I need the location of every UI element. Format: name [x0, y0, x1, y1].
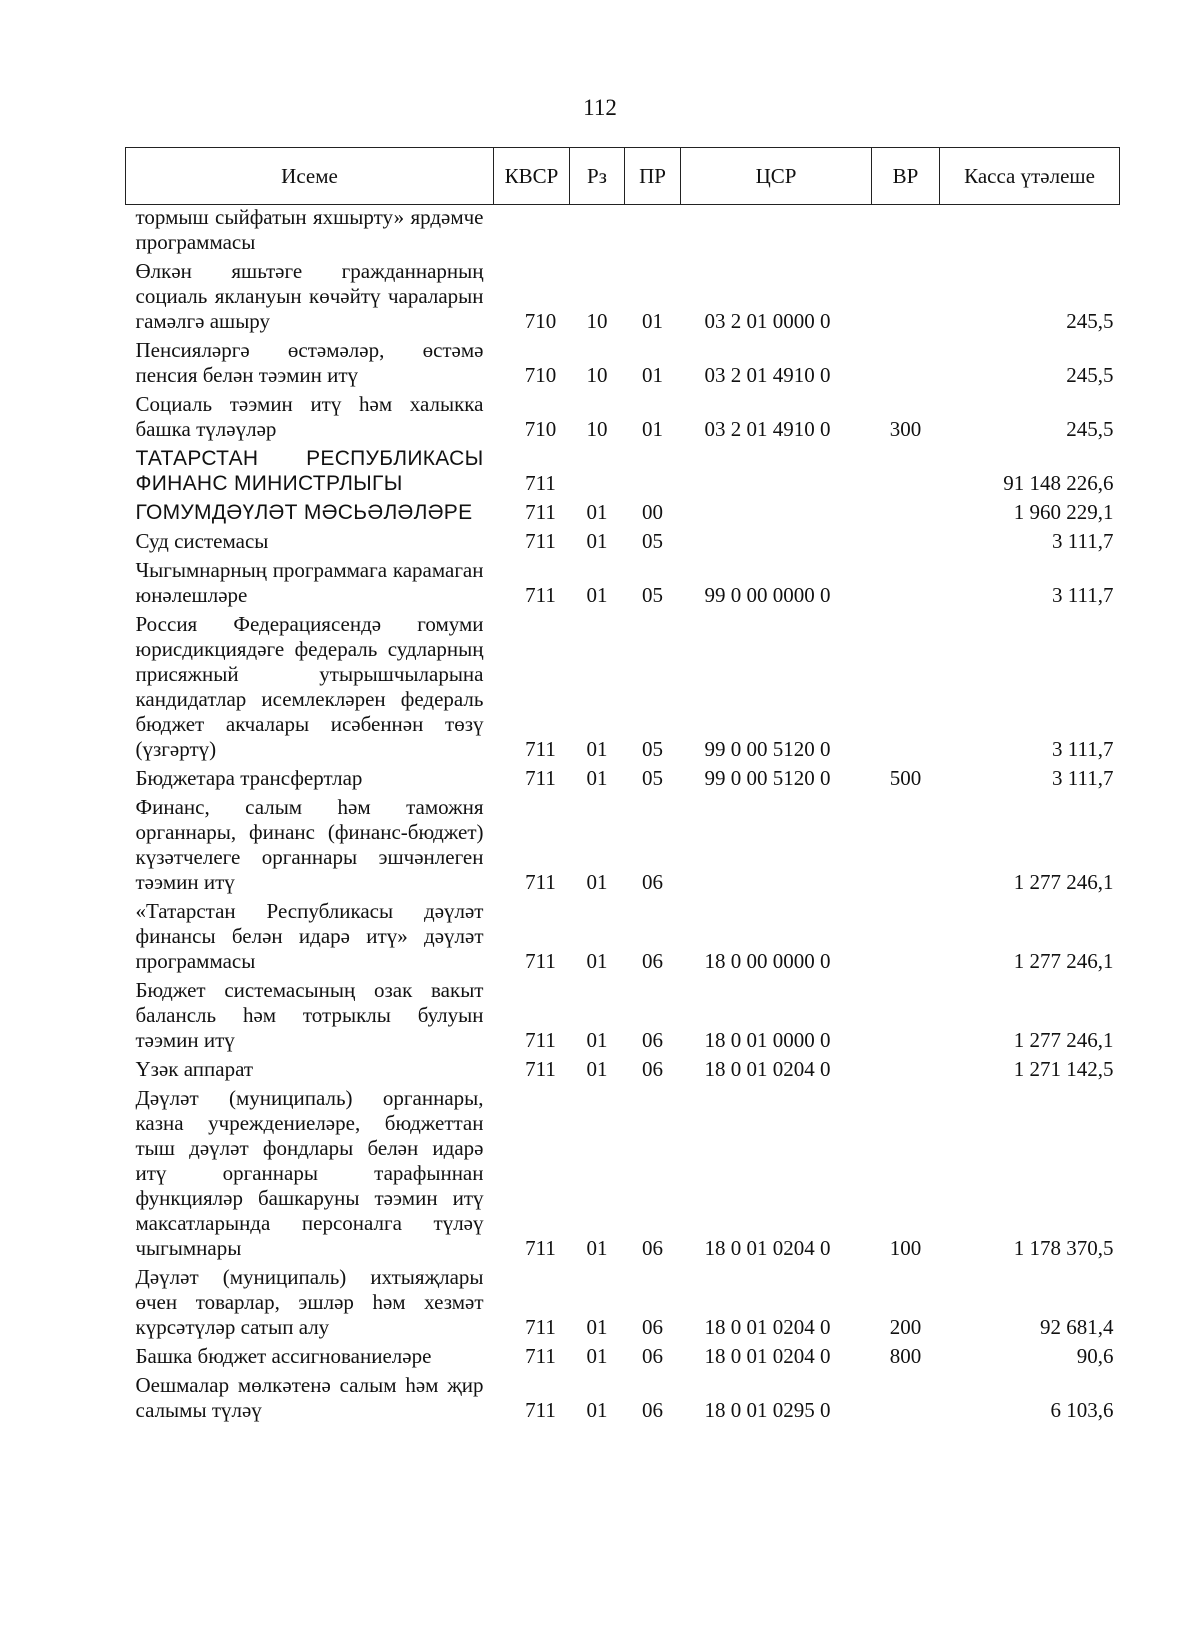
- cell-name: «Татарстан Республикасы дәүләт финансы белән идарә итү» дәүләт программасы: [135, 899, 484, 973]
- cell-kassa: 3 111,7: [1052, 766, 1114, 790]
- cell-kvsr: 711: [525, 1057, 556, 1081]
- cell-kassa: 1 271 142,5: [1013, 1057, 1114, 1081]
- cell-csr: 99 0 00 5120 0: [704, 766, 831, 790]
- cell-vr: 300: [889, 417, 922, 441]
- cell-pr: 06: [642, 1344, 663, 1368]
- cell-vr: [872, 205, 940, 260]
- table-row: [126, 259, 1120, 338]
- cell-name: Пенсияләргә өстәмәләр, өстәмә пенсия белән тәэмин итү: [135, 338, 484, 387]
- cell-kvsr: 711: [525, 529, 556, 553]
- cell-rz: 01: [586, 949, 608, 973]
- cell-csr: 18 0 01 0204 0: [704, 1344, 831, 1368]
- cell-pr: 06: [642, 1398, 663, 1422]
- cell-name: Үзәк аппарат: [135, 1057, 254, 1081]
- cell-pr: 06: [642, 949, 663, 973]
- cell-csr: [681, 500, 872, 529]
- header-pr: ПР: [625, 148, 681, 205]
- cell-vr: [872, 338, 940, 392]
- cell-rz: 01: [586, 500, 608, 524]
- table-row: [126, 446, 1120, 500]
- table-row: [126, 612, 1120, 766]
- cell-pr: 06: [642, 1028, 663, 1052]
- cell-name: Чыгымнарның программага карамаган юнәлешләре: [135, 558, 484, 607]
- cell-vr: [872, 1057, 940, 1086]
- cell-csr: 18 0 01 0204 0: [704, 1315, 831, 1339]
- cell-rz: [570, 446, 625, 500]
- cell-vr: 800: [889, 1344, 922, 1368]
- cell-name: Өлкән яшьтәге гражданнарның социаль яклануын көчәйтү чараларын гамәлгә ашыру: [135, 259, 484, 333]
- cell-pr: 05: [642, 766, 663, 790]
- cell-csr: 03 2 01 4910 0: [704, 363, 831, 387]
- table-row: [126, 1086, 1120, 1265]
- table-row: [126, 558, 1120, 612]
- table-row: [126, 1373, 1120, 1427]
- cell-csr: 03 2 01 0000 0: [704, 309, 831, 333]
- cell-kassa: 1 178 370,5: [1013, 1236, 1114, 1260]
- cell-kassa: [940, 205, 1120, 260]
- table-body: [126, 205, 1120, 1428]
- table-row: [126, 529, 1120, 558]
- cell-name: Дәүләт (муниципаль) органнары, казна учреждениеләре, бюджеттан тыш дәүләт фондлары белән идарә итү органнары тарафыннан функцияләр башкаруны тәэмин итү максатларында персоналга түләү чыгымнары: [135, 1086, 484, 1260]
- cell-vr: [872, 612, 940, 766]
- cell-vr: 200: [889, 1315, 922, 1339]
- table-row: [126, 500, 1120, 529]
- page-number: 112: [583, 95, 617, 120]
- table-row: [126, 1265, 1120, 1344]
- cell-pr: 06: [642, 1315, 663, 1339]
- cell-name: Суд системасы: [135, 529, 269, 553]
- cell-rz: 01: [586, 583, 608, 607]
- cell-kvsr: 711: [525, 1236, 556, 1260]
- cell-kvsr: 710: [524, 363, 557, 387]
- cell-rz: 01: [586, 1344, 608, 1368]
- cell-name: Башка бюджет ассигнованиеләре: [135, 1344, 432, 1368]
- cell-csr: 99 0 00 5120 0: [704, 737, 831, 761]
- cell-rz: 01: [586, 1057, 608, 1081]
- cell-kvsr: 711: [525, 471, 556, 495]
- cell-csr: 18 0 01 0204 0: [704, 1057, 831, 1081]
- cell-kassa: 3 111,7: [1052, 583, 1114, 607]
- cell-rz: 01: [586, 766, 608, 790]
- cell-rz: 01: [586, 1028, 608, 1052]
- cell-pr: 05: [642, 737, 663, 761]
- cell-kvsr: [494, 205, 570, 260]
- cell-kvsr: 711: [525, 1315, 556, 1339]
- cell-rz: 10: [586, 363, 608, 387]
- cell-pr: [625, 205, 681, 260]
- cell-vr: [872, 558, 940, 612]
- cell-csr: 03 2 01 4910 0: [704, 417, 831, 441]
- cell-kassa: 245,5: [1066, 309, 1114, 333]
- cell-vr: [872, 446, 940, 500]
- cell-csr: [681, 205, 872, 260]
- cell-kvsr: 710: [524, 417, 557, 441]
- cell-rz: 01: [586, 870, 608, 894]
- table-row: [126, 766, 1120, 795]
- cell-name: Оешмалар мөлкәтенә салым һәм җир салымы түләү: [135, 1373, 484, 1422]
- cell-csr: 18 0 01 0204 0: [704, 1236, 831, 1260]
- cell-kvsr: 711: [525, 870, 556, 894]
- header-kvsr: КВСР: [494, 148, 570, 205]
- cell-kassa: 1 960 229,1: [1013, 500, 1114, 524]
- cell-kassa: 90,6: [1076, 1344, 1114, 1368]
- cell-kassa: 3 111,7: [1052, 737, 1114, 761]
- cell-pr: 01: [642, 363, 663, 387]
- table-header-row: [126, 148, 1120, 205]
- cell-pr: 01: [642, 309, 663, 333]
- cell-pr: [625, 446, 681, 500]
- cell-kassa: 6 103,6: [1050, 1398, 1114, 1422]
- cell-vr: [872, 1373, 940, 1427]
- cell-kvsr: 711: [525, 1398, 556, 1422]
- cell-kvsr: 711: [525, 1028, 556, 1052]
- cell-name: Финанс, салым һәм таможня органнары, финанс (финанс-бюджет) күзәтчелеге органнары эшчәнлеген тәэмин итү: [135, 795, 484, 894]
- cell-kvsr: 711: [525, 1344, 556, 1368]
- table-row: [126, 1057, 1120, 1086]
- table-row: [126, 205, 1120, 260]
- table-row: [126, 795, 1120, 899]
- cell-kassa: 91 148 226,6: [1003, 471, 1114, 495]
- cell-vr: [872, 529, 940, 558]
- cell-vr: 500: [889, 766, 922, 790]
- cell-csr: 18 0 01 0000 0: [704, 1028, 831, 1052]
- cell-rz: 10: [586, 417, 608, 441]
- table-row: [126, 899, 1120, 978]
- cell-rz: 01: [586, 1236, 608, 1260]
- cell-rz: 01: [586, 529, 608, 553]
- budget-table: [125, 147, 1120, 1427]
- table-row: [126, 392, 1120, 446]
- cell-pr: 05: [642, 529, 663, 553]
- cell-kvsr: 711: [525, 583, 556, 607]
- cell-csr: 99 0 00 0000 0: [704, 583, 831, 607]
- cell-name: Россия Федерациясендә гомуми юрисдикциядәге федераль судларның присяжный утырышчыларына кандидатлар исемлекләрен федераль бюджет акчалары исәбеннән төзү (үзгәртү): [135, 612, 484, 761]
- cell-kassa: 1 277 246,1: [1013, 870, 1114, 894]
- header-vr: ВР: [872, 148, 940, 205]
- cell-pr: 06: [642, 870, 663, 894]
- cell-rz: [570, 205, 625, 260]
- cell-rz: 01: [586, 737, 608, 761]
- cell-vr: [872, 978, 940, 1057]
- cell-name: Дәүләт (муниципаль) ихтыяҗлары өчен товарлар, эшләр һәм хезмәт күрсәтүләр сатып алу: [135, 1265, 484, 1339]
- table-row: [126, 338, 1120, 392]
- cell-vr: 100: [889, 1236, 922, 1260]
- table-row: [126, 1344, 1120, 1373]
- cell-kvsr: 711: [525, 766, 556, 790]
- header-csr: ЦСР: [681, 148, 872, 205]
- cell-pr: 06: [642, 1236, 663, 1260]
- cell-vr: [872, 899, 940, 978]
- cell-kassa: 1 277 246,1: [1013, 1028, 1114, 1052]
- cell-csr: 18 0 00 0000 0: [704, 949, 831, 973]
- cell-name: Социаль тәэмин итү һәм халыкка башка түләүләр: [135, 392, 484, 441]
- cell-name: Бюджетара трансфертлар: [135, 766, 363, 790]
- cell-kassa: 245,5: [1066, 363, 1114, 387]
- cell-csr: [681, 529, 872, 558]
- cell-csr: [681, 446, 872, 500]
- header-rz: Рз: [570, 148, 625, 205]
- cell-pr: 01: [642, 417, 663, 441]
- cell-pr: 05: [642, 583, 663, 607]
- cell-kvsr: 711: [525, 737, 556, 761]
- cell-vr: [872, 259, 940, 338]
- cell-kvsr: 711: [525, 500, 556, 524]
- cell-name: тормыш сыйфатын яхшырту» ярдәмче программасы: [135, 205, 484, 254]
- cell-kassa: 3 111,7: [1052, 529, 1114, 553]
- cell-kvsr: 710: [524, 309, 557, 333]
- cell-rz: 01: [586, 1398, 608, 1422]
- cell-vr: [872, 500, 940, 529]
- header-kassa: Касса үтәлеше: [940, 148, 1120, 205]
- cell-vr: [872, 795, 940, 899]
- cell-name: Бюджет системасының озак вакыт балансль һәм тотрыклы булуын тәэмин итү: [135, 978, 484, 1052]
- cell-name: ГОМУМДӘҮЛӘТ МӘСЬӘЛӘЛӘРЕ: [135, 501, 473, 524]
- cell-csr: 18 0 01 0295 0: [704, 1398, 831, 1422]
- cell-pr: 00: [642, 500, 663, 524]
- cell-kassa: 1 277 246,1: [1013, 949, 1114, 973]
- cell-kassa: 92 681,4: [1040, 1315, 1114, 1339]
- cell-pr: 06: [642, 1057, 663, 1081]
- cell-rz: 10: [586, 309, 608, 333]
- table-row: [126, 978, 1120, 1057]
- cell-csr: [681, 795, 872, 899]
- cell-kassa: 245,5: [1066, 417, 1114, 441]
- cell-kvsr: 711: [525, 949, 556, 973]
- cell-name: ТАТАРСТАН РЕСПУБЛИКАСЫ ФИНАНС МИНИСТРЛЫГЫ: [135, 447, 484, 495]
- cell-rz: 01: [586, 1315, 608, 1339]
- header-name: Исеме: [126, 148, 494, 205]
